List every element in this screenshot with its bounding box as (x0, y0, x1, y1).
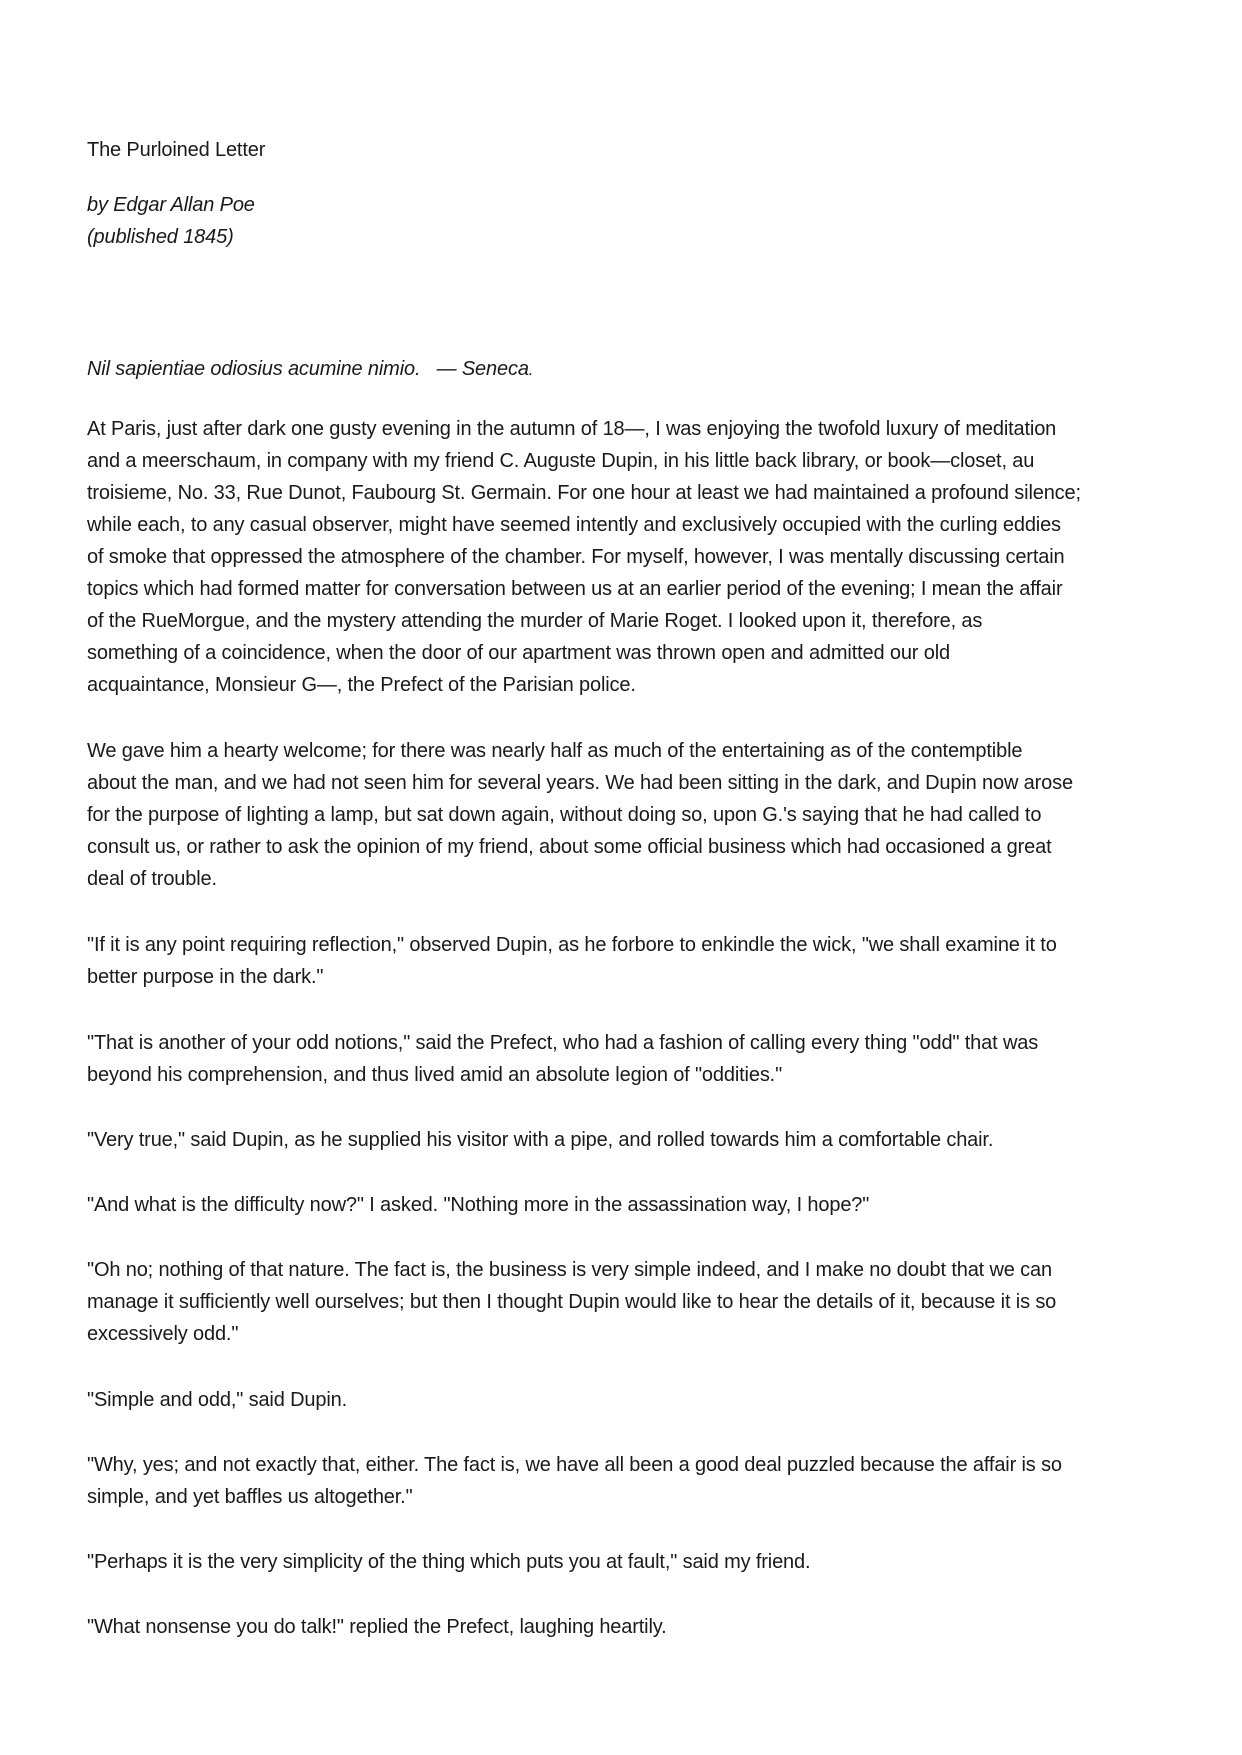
paragraph-line: beyond his comprehension, and thus lived amid an absolute legion of "oddities." (87, 1064, 783, 1086)
byline-published: (published 1845) (87, 226, 234, 248)
paragraph-line: At Paris, just after dark one gusty evening in the autumn of 18—, I was enjoying the twofold luxury of meditation (87, 418, 1057, 440)
epigraph-line (87, 353, 1167, 386)
paragraph-2 (87, 735, 1167, 895)
paragraph-8 (87, 1384, 1167, 1416)
epigraph-quote: Nil sapientiae odiosius acumine nimio. (87, 358, 421, 380)
paragraph-7 (87, 1254, 1167, 1350)
paragraph-line: "Oh no; nothing of that nature. The fact is, the business is very simple indeed, and I make no doubt that we can (87, 1259, 1052, 1281)
paragraph-line: "Perhaps it is the very simplicity of the thing which puts you at fault," said my friend. (87, 1551, 811, 1573)
paragraph-line: consult us, or rather to ask the opinion of my friend, about some official business which had occasioned a great (87, 836, 1052, 858)
paragraph-line: and a meerschaum, in company with my friend C. Auguste Dupin, in his little back library, or book—closet, au (87, 450, 1035, 472)
paragraph-line: "If it is any point requiring reflection," observed Dupin, as he forbore to enkindle the wick, "we shall examine it to (87, 934, 1057, 956)
paragraph-4 (87, 1027, 1167, 1091)
epigraph (87, 353, 1167, 386)
paragraph-1 (87, 413, 1167, 701)
epigraph-separator: — (420, 358, 462, 380)
paragraph-line: excessively odd." (87, 1323, 239, 1345)
byline-author: by Edgar Allan Poe (87, 194, 255, 216)
document-title (87, 134, 1167, 166)
epigraph-period: . (528, 360, 534, 379)
paragraph-line: of the RueMorgue, and the mystery attending the murder of Marie Roget. I looked upon it, therefore, as (87, 610, 983, 632)
paragraph-line: deal of trouble. (87, 868, 217, 890)
paragraph-11 (87, 1611, 1167, 1643)
title-text: The Purloined Letter (87, 139, 266, 161)
paragraph-line: acquaintance, Monsieur G—, the Prefect of the Parisian police. (87, 674, 636, 696)
paragraph-line: "And what is the difficulty now?" I asked. "Nothing more in the assassination way, I hope?" (87, 1194, 870, 1216)
paragraph-line: while each, to any casual observer, might have seemed intently and exclusively occupied with the curling eddies (87, 514, 1061, 536)
byline (87, 189, 1167, 253)
paragraph-line: "Why, yes; and not exactly that, either. The fact is, we have all been a good deal puzzled because the affair is so (87, 1454, 1062, 1476)
paragraph-line: "What nonsense you do talk!" replied the Prefect, laughing heartily. (87, 1616, 667, 1638)
paragraph-line: topics which had formed matter for conversation between us at an earlier period of the evening; I mean the affair (87, 578, 1063, 600)
paragraph-line: better purpose in the dark." (87, 966, 324, 988)
paragraph-line: something of a coincidence, when the door of our apartment was thrown open and admitted our old (87, 642, 950, 664)
paragraph-5 (87, 1124, 1167, 1156)
paragraph-line: simple, and yet baffles us altogether." (87, 1486, 413, 1508)
paragraph-line: "Simple and odd," said Dupin. (87, 1389, 348, 1411)
paragraph-line: of smoke that oppressed the atmosphere of the chamber. For myself, however, I was mentally discussing certain (87, 546, 1065, 568)
paragraph-line: manage it sufficiently well ourselves; but then I thought Dupin would like to hear the details of it, because it is so (87, 1291, 1057, 1313)
paragraph-line: "Very true," said Dupin, as he supplied his visitor with a pipe, and rolled towards him a comfortable chair. (87, 1129, 994, 1151)
paragraph-line: about the man, and we had not seen him for several years. We had been sitting in the dark, and Dupin now arose (87, 772, 1073, 794)
paragraph-3 (87, 929, 1167, 993)
epigraph-attribution: Seneca (461, 358, 529, 380)
paragraph-line: We gave him a hearty welcome; for there was nearly half as much of the entertaining as of the contemptible (87, 740, 1023, 762)
paragraph-line: for the purpose of lighting a lamp, but sat down again, without doing so, upon G.'s saying that he had called to (87, 804, 1042, 826)
paragraph-6 (87, 1189, 1167, 1221)
paragraph-10 (87, 1546, 1167, 1578)
paragraph-9 (87, 1449, 1167, 1513)
paragraph-line: troisieme, No. 33, Rue Dunot, Faubourg St. Germain. For one hour at least we had maintained a profound silence; (87, 482, 1081, 504)
paragraph-line: "That is another of your odd notions," said the Prefect, who had a fashion of calling every thing "odd" that was (87, 1032, 1039, 1054)
